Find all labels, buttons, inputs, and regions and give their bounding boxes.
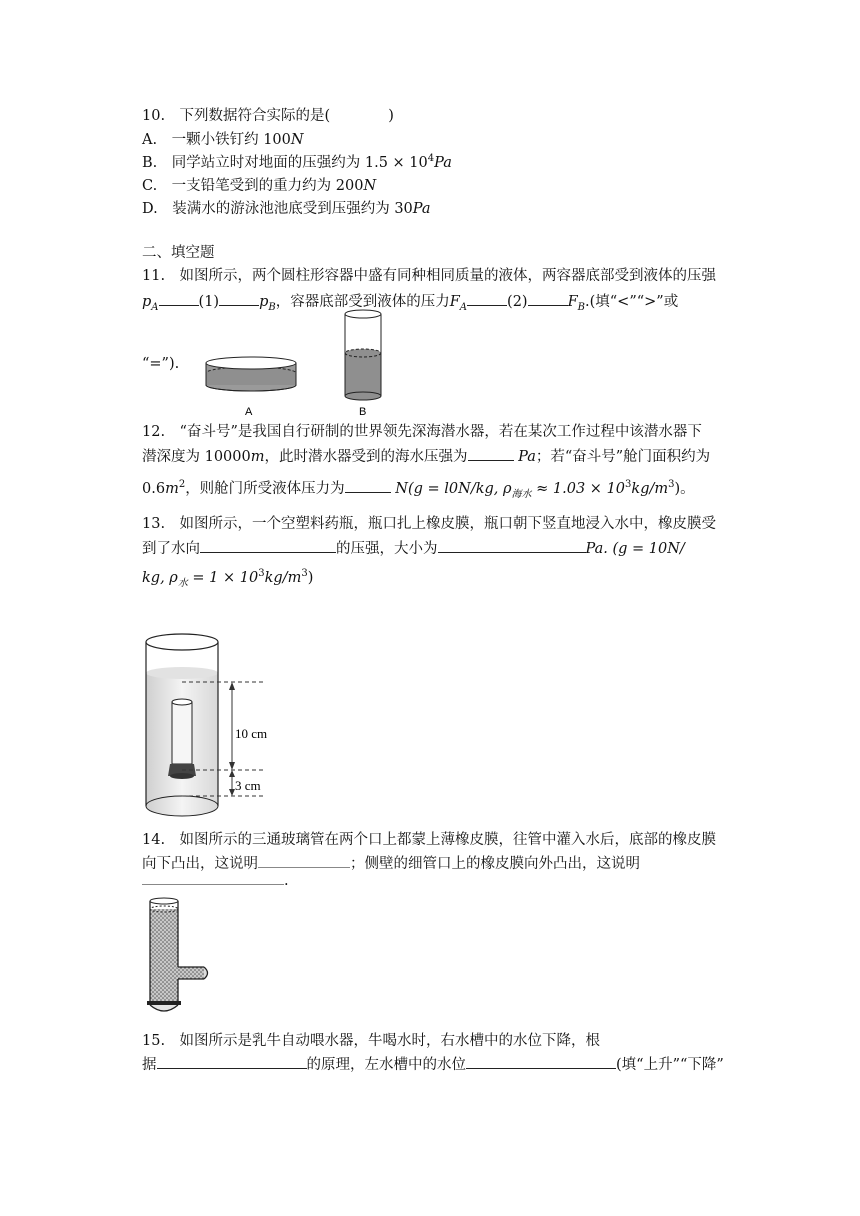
q13-line-2: 到了水向 的压强，大小为 Pa. (g = 10N/ [142, 538, 685, 559]
q11-line-1: 11. 如图所示，两个圆柱形容器中盛有同种相同质量的液体，两容器底部受到液体的压强 [142, 268, 717, 284]
q11-line-3: “=”). [142, 356, 180, 372]
q14-line-2: 向下凸出，这说明 ；侧壁的细管口上的橡皮膜向外凸出，这说明 [142, 853, 640, 874]
q14-line-1: 14. 如图所示的三通玻璃管在两个口上都蒙上薄橡皮膜，往管中灌入水后，底部的橡皮膜 [142, 832, 717, 848]
q13-line-1: 13. 如图所示，一个空塑料药瓶，瓶口扎上橡皮膜，瓶口朝下竖直地浸入水中，橡皮膜受 [142, 516, 717, 532]
q14-figure [140, 895, 220, 1015]
q11-line-2: $p_A$ (1) $p_B$，容器底部受到液体的压力$F_A$ (2) $F_B$.(填“<”“>”或 [142, 291, 678, 312]
q14-line-3: . [142, 870, 289, 891]
q10-option-d: D. 装满水的游泳池池底受到压强约为 30Pa [142, 201, 431, 217]
label-3cm: 3 cm [235, 778, 261, 793]
q13-figure [140, 628, 300, 820]
q10-option-b: B. 同学站立时对地面的压强约为 $1.5 \times 10^4Pa$ [142, 153, 452, 171]
label-10cm: 10 cm [235, 726, 268, 741]
q12-line-1: 12. “奋斗号”是我国自行研制的世界领先深海潜水器，若在某次工作过程中该潜水器下 [142, 424, 702, 440]
label-b: B [359, 406, 367, 418]
q13-line-3: kg, $\rho_水 = 1 \times 10^3kg/m^3$) [142, 568, 314, 589]
q12-line-3: $0.6m^2$，则舱门所受液体压力为 N(g = l0N/kg, $\rho_{海水} \approx 1.03 \times 10^3kg/m^3$)。 [142, 479, 695, 500]
q15-line-2: 据 的原理，左水槽中的水位 (填“上升”“下降” [142, 1054, 724, 1075]
q12-line-2: 潜深度为 10000m，此时潜水器受到的海水压强为 Pa；若“奋斗号”舱门面积约为 [142, 446, 710, 467]
q10-stem: 10. 下列数据符合实际的是( ) [142, 108, 394, 124]
q10-option-a: A. 一颗小铁钉约 100N [142, 132, 304, 148]
label-a: A [245, 406, 253, 418]
section-heading: 二、填空题 [142, 245, 215, 261]
q10-option-c: C. 一支铅笔受到的重力约为 200N [142, 178, 377, 194]
q15-line-1: 15. 如图所示是乳牛自动喂水器，牛喝水时，右水槽中的水位下降，根 [142, 1033, 601, 1049]
q11-figure [200, 305, 400, 420]
